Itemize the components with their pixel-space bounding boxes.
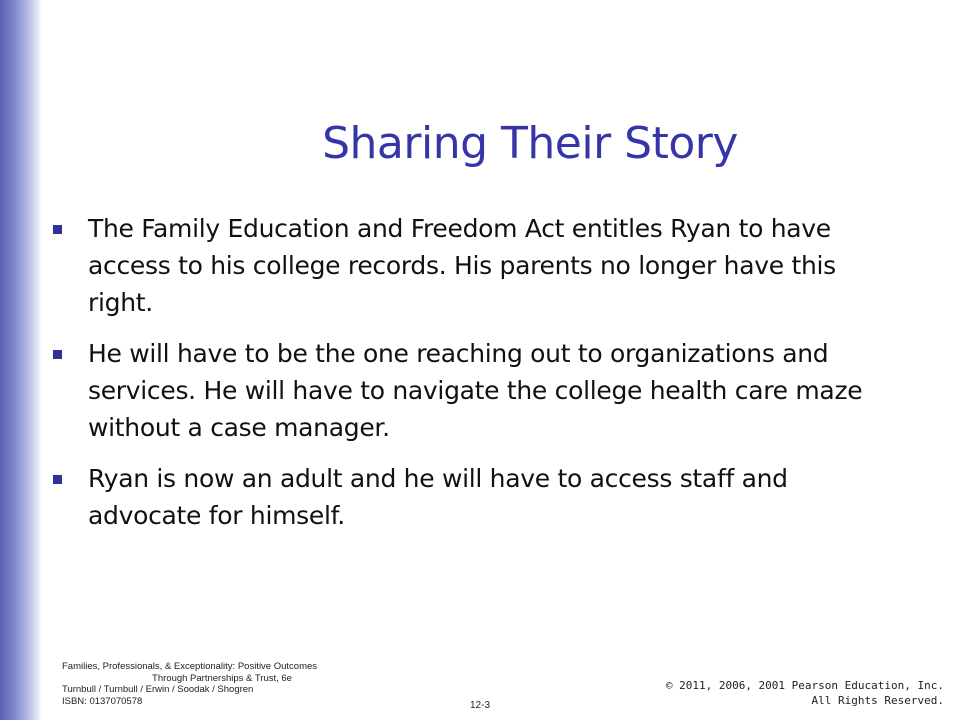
book-authors: Turnbull / Turnbull / Erwin / Soodak / Shogren <box>62 684 254 695</box>
bullet-text: Ryan is now an adult and he will have to access staff and advocate for himself. <box>88 464 788 530</box>
square-bullet-icon <box>53 350 62 359</box>
bullet-item <box>48 210 898 321</box>
copyright-line: © 2011, 2006, 2001 Pearson Education, Inc. <box>665 679 944 692</box>
bullet-text: The Family Education and Freedom Act entitles Ryan to have access to his college records. His parents no longer have this right. <box>88 214 836 317</box>
bullet-item <box>48 335 898 446</box>
bullet-list <box>48 210 898 548</box>
rights-line: All Rights Reserved. <box>811 694 944 707</box>
copyright-notice <box>666 678 944 708</box>
bullet-text: He will have to be the one reaching out to organizations and services. He will have to navigate the college health care maze without a case manager. <box>88 339 863 442</box>
page-number: 12-3 <box>470 700 491 711</box>
square-bullet-icon <box>53 225 62 234</box>
book-isbn: ISBN: 0137070578 <box>62 695 143 707</box>
book-title-line2: Through Partnerships & Trust, 6e <box>152 672 292 684</box>
square-bullet-icon <box>53 475 62 484</box>
slide-title: Sharing Their Story <box>322 118 738 169</box>
bullet-item <box>48 460 898 534</box>
book-title-line1: Families, Professionals, & Exceptionality: Positive Outcomes <box>62 661 318 672</box>
decorative-side-gradient <box>0 0 42 720</box>
book-citation <box>62 661 382 707</box>
